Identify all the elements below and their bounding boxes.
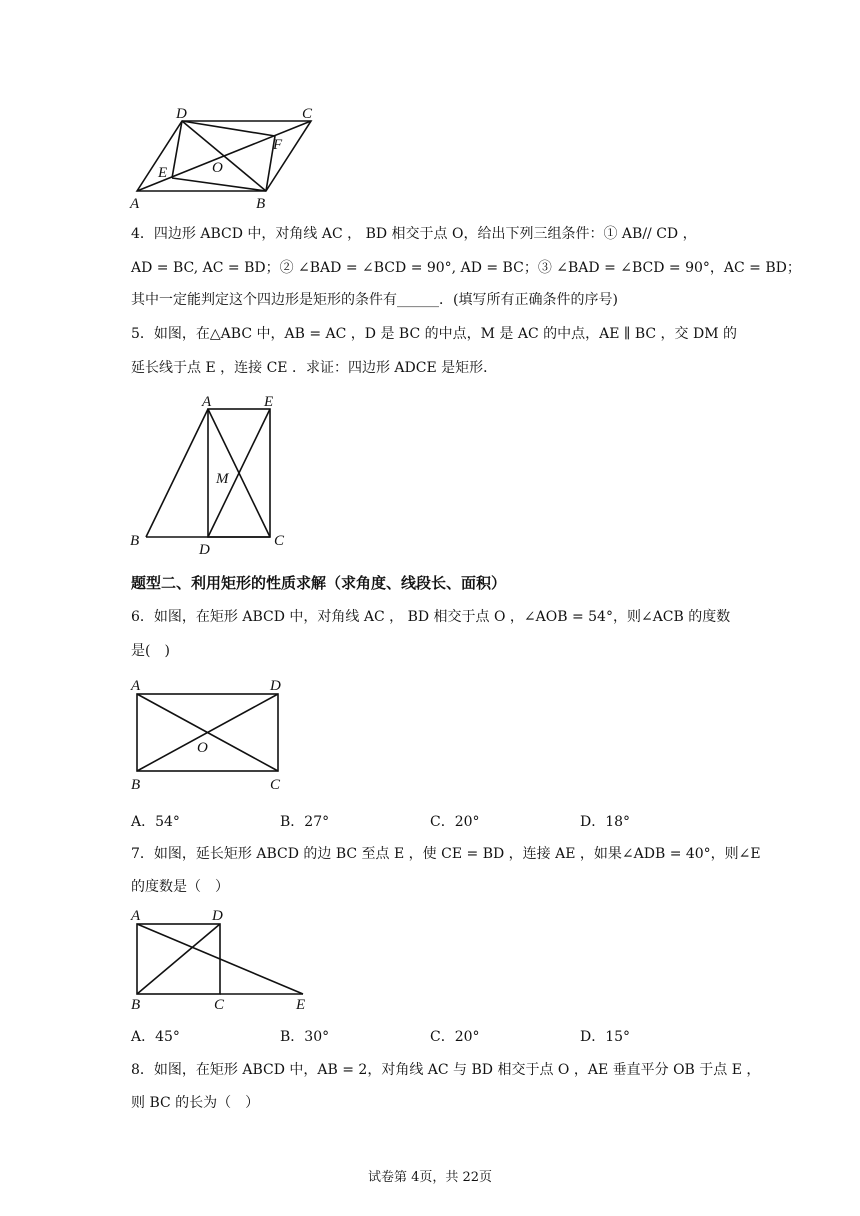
label-m: M: [216, 471, 229, 487]
label-b: B: [256, 196, 266, 212]
label-e: E: [158, 165, 168, 181]
segment-ab: [146, 409, 208, 537]
label-o: O: [197, 740, 208, 756]
section-heading: 题型二、利用矩形的性质求解（求角度、线段长、面积）: [131, 574, 507, 592]
label-d: D: [199, 542, 210, 558]
segment-fd: [182, 121, 275, 136]
q7-option-a[interactable]: A．45°: [131, 1029, 180, 1045]
label-e: E: [264, 394, 274, 410]
diagonal-bd: [137, 924, 220, 994]
q6-line-2: 是( ): [131, 643, 170, 659]
label-b: B: [131, 997, 141, 1013]
label-a: A: [130, 196, 140, 212]
figure-q3-parallelogram: [126, 104, 326, 212]
figure-q5-rectangle-adce: [126, 390, 296, 560]
page-footer: 试卷第 4页，共 22页: [367, 1170, 493, 1185]
label-d: D: [270, 678, 281, 694]
label-f: F: [273, 137, 283, 153]
q6-option-a[interactable]: A．54°: [131, 814, 180, 830]
q4-line-1: 4．四边形 ABCD 中，对角线 AC ， BD 相交于点 O，给出下列三组条件：① AB// CD ，: [131, 226, 697, 242]
q6-option-c[interactable]: C．20°: [430, 814, 480, 830]
label-o: O: [212, 160, 223, 176]
label-a: A: [131, 678, 141, 694]
q5-line-1: 5．如图，在△ABC 中，AB = AC ，D 是 BC 的中点，M 是 AC 的中点，AE ∥ BC ，交 DM 的: [131, 326, 738, 342]
label-a: A: [131, 908, 141, 924]
label-a: A: [202, 394, 212, 410]
q7-option-c[interactable]: C．20°: [430, 1029, 480, 1045]
label-c: C: [214, 997, 225, 1013]
q7-line-1: 7．如图，延长矩形 ABCD 的边 BC 至点 E ，使 CE = BD ，连接 AE ，如果∠ADB = 40°，则∠E: [131, 846, 761, 862]
q8-line-1: 8．如图，在矩形 ABCD 中，AB = 2，对角线 AC 与 BD 相交于点 O ，AE 垂直平分 OB 于点 E ，: [131, 1062, 761, 1078]
label-c: C: [274, 533, 285, 549]
label-b: B: [130, 533, 140, 549]
q6-line-1: 6．如图，在矩形 ABCD 中，对角线 AC ， BD 相交于点 O ，∠AOB = 54°，则∠ACB 的度数: [131, 609, 731, 625]
q7-option-b[interactable]: B．30°: [280, 1029, 330, 1045]
q4-line-3: 其中一定能判定这个四边形是矩形的条件有______．(填写所有正确条件的序号): [131, 292, 618, 308]
q4-line-2: AD = BC, AC = BD；② ∠BAD = ∠BCD = 90°, AD = BC；③ ∠BAD = ∠BCD = 90°，AC = BD；: [131, 260, 801, 276]
label-c: C: [270, 777, 281, 793]
label-c: C: [302, 106, 313, 122]
q6-option-b[interactable]: B．27°: [280, 814, 330, 830]
label-d: D: [176, 106, 187, 122]
label-d: D: [212, 908, 223, 924]
q8-line-2: 则 BC 的长为（ ）: [131, 1095, 260, 1111]
label-e: E: [296, 997, 306, 1013]
q6-option-d[interactable]: D．18°: [580, 814, 631, 830]
q7-option-d[interactable]: D．15°: [580, 1029, 631, 1045]
q5-line-2: 延长线于点 E ，连接 CE ．求证：四边形 ADCE 是矩形．: [131, 360, 498, 376]
label-b: B: [131, 777, 141, 793]
figure-q7-rectangle-extended: [126, 904, 326, 1014]
figure-q6-rectangle-abcd: [126, 674, 296, 796]
q7-line-2: 的度数是（ ）: [131, 879, 229, 895]
